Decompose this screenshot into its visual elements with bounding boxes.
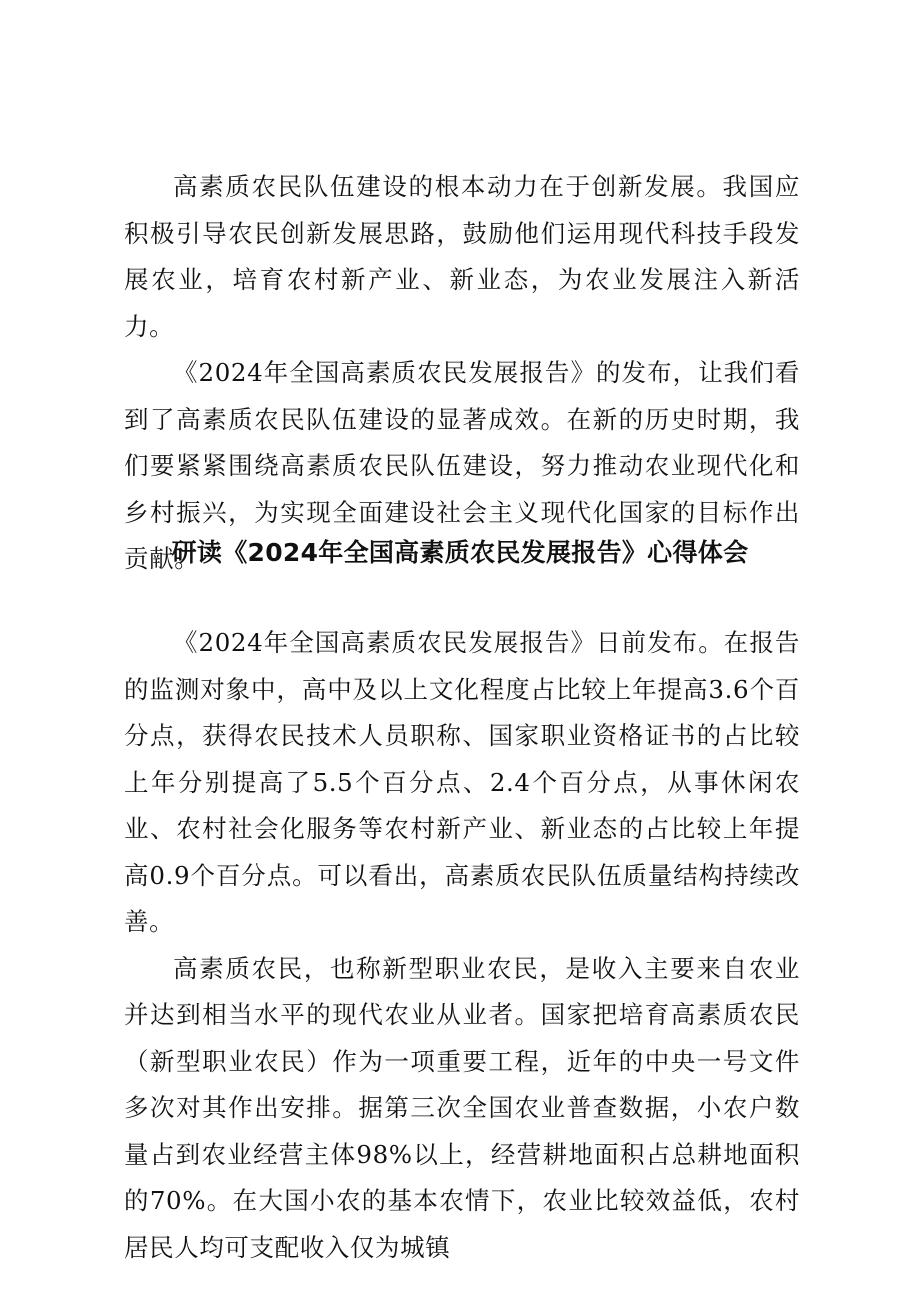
body-text-section-two [124,620,800,1271]
article-title: 研读《2024年全国高素质农民发展报告》心得体会 [171,538,749,567]
body-text-section-one [124,164,800,583]
paragraph: 《2024年全国高素质农民发展报告》日前发布。在报告的监测对象中，高中及以上文化程度占比较上年提高3.6个百分点，获得农民技术人员职称、国家职业资格证书的占比较上年分别提高了5.5个百分点、2.4个百分点，从事休闲农业、农村社会化服务等农村新产业、新业态的占比较上年提高0.9个百分点。可以看出，高素质农民队伍质量结构持续改善。 [124,628,800,936]
paragraph: 高素质农民队伍建设的根本动力在于创新发展。我国应积极引导农民创新发展思路，鼓励他们运用现代科技手段发展农业，培育农村新产业、新业态，为农业发展注入新活力。 [124,172,800,341]
paragraph: 《2024年全国高素质农民发展报告》的发布，让我们看到了高素质农民队伍建设的显著成效。在新的历史时期，我们要紧紧围绕高素质农民队伍建设，努力推动农业现代化和乡村振兴，为实现全面建设社会主义现代化国家的目标作出贡献。 [124,358,800,573]
paragraph: 高素质农民，也称新型职业农民，是收入主要来自农业并达到相当水平的现代农业从业者。国家把培育高素质农民（新型职业农民）作为一项重要工程，近年的中央一号文件多次对其作出安排。据第三次全国农业普查数据，小农户数量占到农业经营主体98%以上，经营耕地面积占总耕地面积的70%。在大国小农的基本农情下，农业比较效益低，农村居民人均可支配收入仅为城镇 [124,953,800,1262]
